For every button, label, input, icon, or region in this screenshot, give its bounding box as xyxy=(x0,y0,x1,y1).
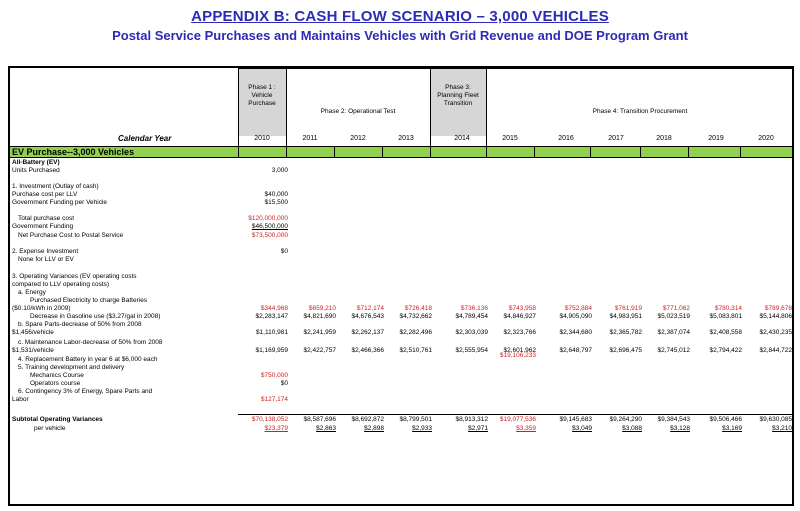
label-electricity-rate: ($0.10/kWh in 2009) xyxy=(12,305,71,312)
label-gov-funding: Government Funding xyxy=(12,223,74,230)
value-maint-2016: $2,648,797 xyxy=(559,347,592,354)
label-none: None for LLV or EV xyxy=(18,256,74,263)
value-spare-2013: $2,282,496 xyxy=(399,329,432,336)
cash-flow-table-frame xyxy=(8,66,794,506)
value-subtotal-2014: $8,913,312 xyxy=(455,416,488,423)
value-per-vehicle-2015: $3,359 xyxy=(516,425,536,432)
label-energy: a. Energy xyxy=(18,289,46,296)
value-net-cost: $73,500,000 xyxy=(251,232,288,239)
value-maint-2014: $2,555,954 xyxy=(455,347,488,354)
value-gov-funding-vehicle: $15,500 xyxy=(264,199,288,206)
value-maint-2019: $2,794,422 xyxy=(709,347,742,354)
phase-divider xyxy=(238,68,239,146)
label-electricity: Purchased Electricity to charge Batteries xyxy=(30,297,148,304)
phase-top-line xyxy=(238,68,792,69)
value-subtotal-2017: $9,264,290 xyxy=(609,416,642,423)
value-operators: $0 xyxy=(280,380,288,387)
value-gasoline-2017: $4,983,951 xyxy=(609,313,642,320)
label-op-var-1: 3. Operating Variances (EV operating costs xyxy=(12,273,137,280)
value-per-vehicle-2011: $2,863 xyxy=(316,425,336,432)
value-subtotal-2010: $70,138,052 xyxy=(251,416,288,423)
value-subtotal-2011: $8,587,696 xyxy=(303,416,336,423)
value-gasoline-2020: $5,144,806 xyxy=(759,313,792,320)
value-maint-2018: $2,745,012 xyxy=(657,347,690,354)
value-battery-2015: $19,106,233 xyxy=(499,352,536,359)
label-operators: Operators course xyxy=(30,380,81,387)
year-header-2018: 2018 xyxy=(656,135,672,142)
value-spare-2011: $2,241,959 xyxy=(303,329,336,336)
value-gasoline-2016: $4,905,090 xyxy=(559,313,592,320)
value-gasoline-2011: $4,821,690 xyxy=(303,313,336,320)
label-maint-rate: $1,531/vehicle xyxy=(12,347,54,354)
label-subtotal: Subtotal Operating Variances xyxy=(12,416,103,423)
label-per-vehicle: per vehicle xyxy=(34,425,66,432)
value-spare-2018: $2,387,074 xyxy=(657,329,690,336)
phase3-label: Phase 3: Planning Fleet Transition xyxy=(437,84,479,107)
year-header-2012: 2012 xyxy=(350,135,366,142)
label-gov-funding-vehicle: Government Funding per Vehicle xyxy=(12,199,108,206)
value-maint-2012: $2,466,366 xyxy=(351,347,384,354)
value-spare-2016: $2,344,680 xyxy=(559,329,592,336)
value-subtotal-2016: $9,145,683 xyxy=(559,416,592,423)
label-units: Units Purchased xyxy=(12,167,60,174)
label-net-cost: Net Purchase Cost to Postal Service xyxy=(18,232,124,239)
value-maint-2017: $2,696,475 xyxy=(609,347,642,354)
value-gov-funding: $46,500,000 xyxy=(251,223,288,230)
label-spare: b. Spare Parts-decrease of 50% from 2008 xyxy=(18,321,142,328)
value-maint-2011: $2,422,757 xyxy=(303,347,336,354)
label-all-battery: All-Battery (EV) xyxy=(12,159,60,166)
value-spare-2020: $2,430,235 xyxy=(759,329,792,336)
value-per-vehicle-2017: $3,088 xyxy=(622,425,642,432)
value-electricity-2015: $743,958 xyxy=(508,305,536,312)
value-subtotal-2020: $9,630,085 xyxy=(759,416,792,423)
value-gasoline-2013: $4,732,662 xyxy=(399,313,432,320)
value-per-vehicle-2020: $3,210 xyxy=(772,425,792,432)
label-spare-rate: $1,456/vehicle xyxy=(12,329,54,336)
year-header-2015: 2015 xyxy=(502,135,518,142)
value-maint-2015: $2,601,962 xyxy=(503,347,536,354)
value-per-vehicle-2012: $2,898 xyxy=(364,425,384,432)
appendix-title: APPENDIX B: CASH FLOW SCENARIO – 3,000 VEHICLES xyxy=(191,8,609,25)
value-gasoline-2012: $4,676,543 xyxy=(351,313,384,320)
year-header-2019: 2019 xyxy=(708,135,724,142)
value-gasoline-2014: $4,789,454 xyxy=(455,313,488,320)
value-electricity-2010: $344,968 xyxy=(260,305,288,312)
label-maint: c. Maintenance Labor-decrease of 50% from 2008 xyxy=(18,339,163,346)
value-gasoline-2015: $4,846,927 xyxy=(503,313,536,320)
value-cost-llv: $40,000 xyxy=(264,191,288,198)
value-electricity-2013: $726,418 xyxy=(404,305,432,312)
value-subtotal-2019: $9,506,466 xyxy=(709,416,742,423)
label-total-cost: Total purchase cost xyxy=(18,215,75,222)
value-spare-2010: $1,110,981 xyxy=(255,329,288,336)
value-contingency: $127,174 xyxy=(260,396,288,403)
value-per-vehicle-2014: $2,971 xyxy=(468,425,488,432)
value-subtotal-2013: $8,799,501 xyxy=(399,416,432,423)
value-total-cost: $120,000,000 xyxy=(248,215,288,222)
value-gasoline-2018: $5,023,519 xyxy=(657,313,690,320)
value-units: 3,000 xyxy=(271,167,288,174)
value-per-vehicle-2010: $23,379 xyxy=(264,425,288,432)
value-maint-2013: $2,510,761 xyxy=(399,347,432,354)
year-header-2016: 2016 xyxy=(558,135,574,142)
value-maint-2010: $1,169,959 xyxy=(255,347,288,354)
label-investment: 1. Investment (Outlay of cash) xyxy=(12,183,99,190)
phase4-label: Phase 4: Transition Procurement xyxy=(592,108,688,115)
value-subtotal-2012: $8,692,872 xyxy=(351,416,384,423)
label-gasoline: Decrease in Gasoline use ($3.27/gal in 2008) xyxy=(30,313,161,320)
phase-divider xyxy=(486,68,487,146)
label-contingency: 6. Contingency 3% of Energy, Spare Parts and xyxy=(18,388,153,395)
section-title: EV Purchase--3,000 Vehicles xyxy=(12,147,135,157)
value-per-vehicle-2018: $3,128 xyxy=(670,425,690,432)
value-subtotal-2015: $19,077,536 xyxy=(499,416,536,423)
year-header-2020: 2020 xyxy=(758,135,774,142)
label-contingency-2: Labor xyxy=(12,396,29,403)
value-electricity-2019: $780,314 xyxy=(714,305,742,312)
value-electricity-2017: $761,919 xyxy=(614,305,642,312)
value-subtotal-2018: $9,384,543 xyxy=(657,416,690,423)
value-per-vehicle-2019: $3,169 xyxy=(722,425,742,432)
subtotal-rule xyxy=(238,414,792,415)
value-spare-2019: $2,408,558 xyxy=(709,329,742,336)
value-expense: $0 xyxy=(280,248,288,255)
value-electricity-2016: $752,884 xyxy=(564,305,592,312)
value-electricity-2014: $736,136 xyxy=(460,305,488,312)
label-expense: 2. Expense Investment xyxy=(12,248,79,255)
year-header-2013: 2013 xyxy=(398,135,414,142)
value-maint-2020: $2,844,722 xyxy=(759,347,792,354)
appendix-subtitle: Postal Service Purchases and Maintains Vehicles with Grid Revenue and DOE Program Grant xyxy=(112,28,688,43)
value-electricity-2018: $771,062 xyxy=(662,305,690,312)
label-cost-llv: Purchase cost per LLV xyxy=(12,191,78,198)
phase-divider xyxy=(286,68,287,146)
value-spare-2015: $2,323,766 xyxy=(503,329,536,336)
phase-divider xyxy=(430,68,431,146)
phase2-label: Phase 2: Operational Test xyxy=(320,108,396,115)
value-mechanics: $750,000 xyxy=(260,372,288,379)
year-header-2014: 2014 xyxy=(454,135,470,142)
label-battery: 4. Replacement Battery in year 6 at $6,000 each xyxy=(18,356,158,363)
value-gasoline-2019: $5,083,801 xyxy=(709,313,742,320)
value-per-vehicle-2016: $3,049 xyxy=(572,425,592,432)
year-header-2017: 2017 xyxy=(608,135,624,142)
value-electricity-2020: $789,678 xyxy=(764,305,792,312)
calendar-year-label: Calendar Year xyxy=(118,134,172,143)
label-training: 5. Training development and delivery xyxy=(18,364,125,371)
year-header-2010: 2010 xyxy=(254,135,270,142)
value-spare-2014: $2,303,039 xyxy=(455,329,488,336)
value-spare-2017: $2,365,782 xyxy=(609,329,642,336)
value-electricity-2012: $712,174 xyxy=(356,305,384,312)
year-header-2011: 2011 xyxy=(302,135,318,142)
value-electricity-2011: $659,210 xyxy=(308,305,336,312)
value-gasoline-2010: $2,283,147 xyxy=(255,313,288,320)
value-per-vehicle-2013: $2,933 xyxy=(412,425,432,432)
label-mechanics: Mechanics Course xyxy=(30,372,84,379)
value-spare-2012: $2,262,137 xyxy=(351,329,384,336)
section-header-bar xyxy=(10,146,792,158)
label-op-var-2: compared to LLV operating costs) xyxy=(12,281,110,288)
phase1-label: Phase 1 : Vehicle Purchase xyxy=(248,84,276,107)
